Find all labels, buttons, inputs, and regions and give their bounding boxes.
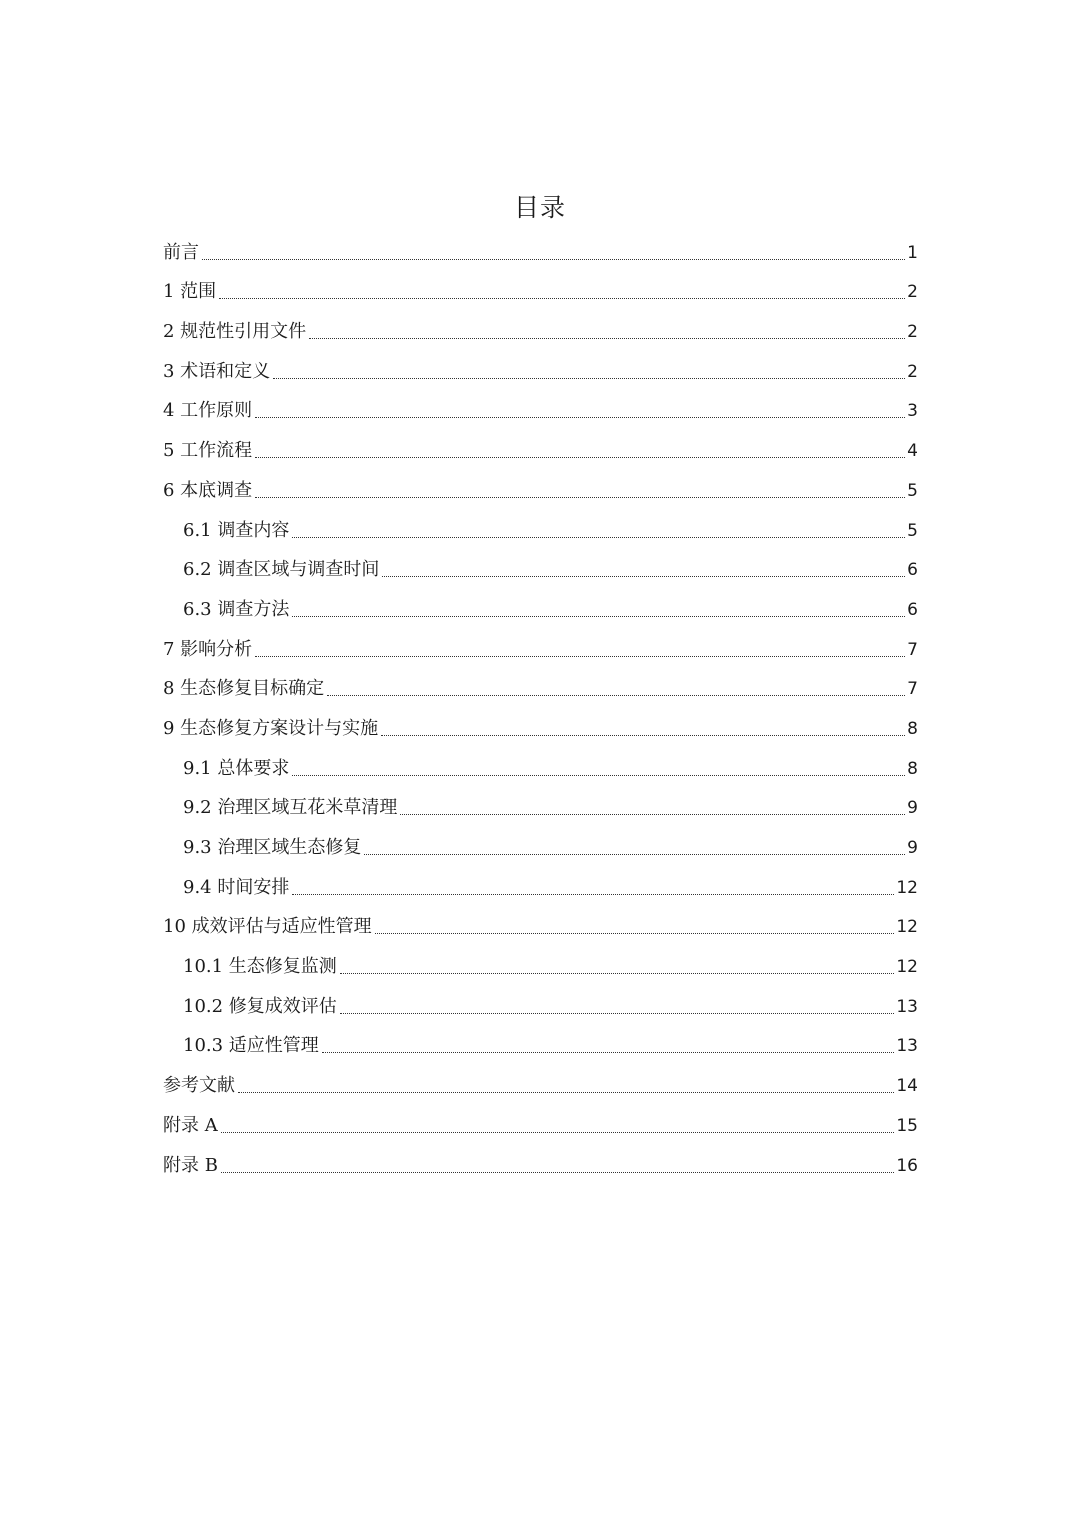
toc-subentry[interactable] [163, 788, 918, 828]
table-of-contents [163, 232, 918, 1185]
toc-entry-page: 12 [896, 957, 918, 978]
toc-entry-label: 附录 A [163, 1114, 218, 1136]
toc-entry-label: 2 规范性引用文件 [163, 321, 307, 343]
toc-subentry[interactable] [163, 946, 918, 986]
dot-leader [221, 1171, 894, 1173]
toc-entry-label: 7 影响分析 [163, 638, 253, 660]
toc-entry[interactable] [163, 629, 918, 669]
dot-leader [273, 377, 905, 379]
toc-entry[interactable] [163, 470, 918, 510]
toc-entry-label: 10.3 适应性管理 [183, 1035, 319, 1057]
dot-leader [327, 694, 905, 696]
toc-entry[interactable] [163, 1145, 918, 1185]
toc-entry-page: 12 [896, 917, 918, 938]
toc-subentry[interactable] [163, 550, 918, 590]
toc-entry-page: 13 [896, 996, 918, 1017]
toc-entry[interactable] [163, 669, 918, 709]
dot-leader [322, 1051, 895, 1053]
toc-entry-page: 8 [907, 718, 918, 739]
dot-leader [309, 337, 905, 339]
dot-leader [340, 972, 895, 974]
toc-entry-page: 13 [896, 1036, 918, 1057]
dot-leader [382, 575, 905, 577]
toc-entry-label: 6.2 调查区域与调查时间 [183, 559, 380, 581]
toc-entry-page: 5 [907, 480, 918, 501]
toc-entry-label: 10 成效评估与适应性管理 [163, 916, 372, 938]
toc-subentry[interactable] [163, 748, 918, 788]
toc-entry-page: 8 [907, 758, 918, 779]
toc-entry-page: 9 [907, 838, 918, 858]
toc-entry-label: 10.1 生态修复监测 [183, 956, 337, 978]
toc-subentry[interactable] [163, 867, 918, 907]
toc-entry-label: 6 本底调查 [163, 479, 253, 501]
toc-entry[interactable] [163, 232, 918, 272]
dot-leader [292, 774, 905, 776]
toc-entry-page: 7 [907, 679, 918, 700]
dot-leader [255, 416, 905, 418]
toc-subentry[interactable] [163, 986, 918, 1026]
toc-entry-page: 14 [896, 1076, 918, 1097]
dot-leader [381, 734, 905, 736]
toc-entry-label: 9.1 总体要求 [183, 757, 290, 779]
dot-leader [255, 496, 905, 498]
dot-leader [375, 932, 895, 934]
toc-entry-label: 9.3 治理区域生态修复 [183, 837, 362, 858]
toc-entry-label: 前言 [163, 241, 199, 263]
toc-entry-label: 4 工作原则 [163, 400, 253, 422]
toc-title: 目录 [513, 193, 566, 222]
toc-entry-page: 3 [907, 401, 918, 422]
toc-entry[interactable] [163, 430, 918, 470]
dot-leader [400, 813, 905, 815]
toc-entry-label: 8 生态修复目标确定 [163, 678, 325, 700]
dot-leader [221, 1131, 895, 1133]
dot-leader [292, 536, 905, 538]
toc-entry[interactable] [163, 351, 918, 391]
dot-leader [238, 1091, 894, 1093]
toc-subentry[interactable] [163, 589, 918, 629]
dot-leader [255, 655, 905, 657]
toc-entry-page: 12 [896, 877, 918, 898]
toc-entry-page: 6 [907, 560, 918, 581]
toc-entry-label: 参考文献 [163, 1075, 235, 1097]
toc-entry[interactable] [163, 907, 918, 947]
toc-entry[interactable] [163, 1105, 918, 1145]
toc-entry[interactable] [163, 391, 918, 431]
toc-entry-label: 6.3 调查方法 [183, 598, 290, 620]
toc-entry[interactable] [163, 1065, 918, 1105]
toc-entry-label: 10.2 修复成效评估 [183, 995, 337, 1017]
toc-entry-page: 2 [907, 361, 918, 382]
dot-leader [292, 615, 905, 617]
toc-entry-page: 2 [907, 282, 918, 303]
toc-entry-page: 7 [907, 639, 918, 660]
toc-entry[interactable] [163, 311, 918, 351]
toc-entry-label: 1 范围 [163, 281, 217, 303]
toc-entry-page: 4 [907, 441, 918, 462]
toc-entry-page: 9 [907, 798, 918, 819]
dot-leader [364, 853, 905, 855]
toc-entry-label: 5 工作流程 [163, 440, 253, 462]
toc-entry[interactable] [163, 708, 918, 748]
toc-entry-page: 5 [907, 520, 918, 541]
toc-subentry[interactable] [163, 1026, 918, 1066]
toc-entry-label: 6.1 调查内容 [183, 519, 290, 541]
toc-entry-label: 9 生态修复方案设计与实施 [163, 717, 379, 739]
toc-entry[interactable] [163, 272, 918, 312]
dot-leader [202, 258, 905, 260]
toc-subentry[interactable] [163, 510, 918, 550]
dot-leader [255, 456, 905, 458]
toc-entry-label: 9.4 时间安排 [183, 876, 290, 898]
toc-entry-page: 6 [907, 599, 918, 620]
toc-subentry[interactable] [163, 827, 918, 867]
toc-entry-label: 3 术语和定义 [163, 360, 271, 382]
toc-entry-page: 15 [896, 1115, 918, 1136]
dot-leader [340, 1012, 895, 1014]
toc-entry-label: 9.2 治理区域互花米草清理 [183, 797, 398, 819]
dot-leader [292, 893, 894, 895]
toc-entry-page: 1 [907, 242, 918, 263]
toc-entry-page: 2 [907, 322, 918, 343]
toc-entry-label: 附录 B [163, 1154, 218, 1176]
dot-leader [219, 297, 905, 299]
toc-entry-page: 16 [896, 1155, 918, 1176]
